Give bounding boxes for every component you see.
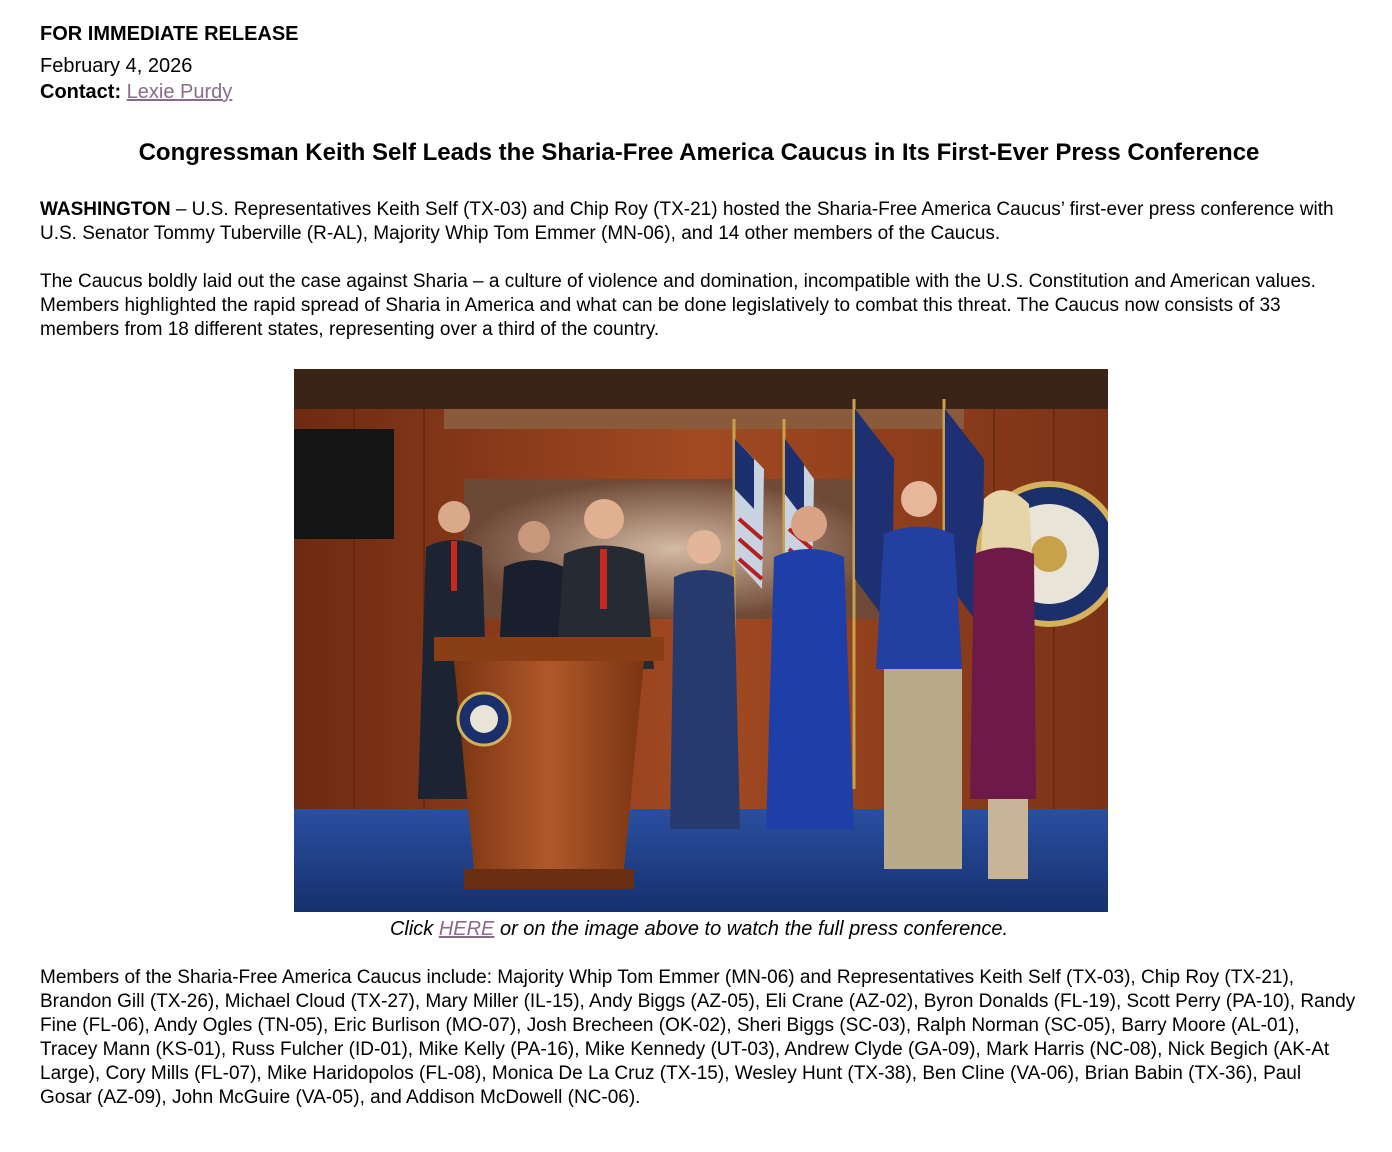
tv-monitor bbox=[294, 429, 394, 539]
members-paragraph: Members of the Sharia-Free America Caucus include: Majority Whip Tom Emmer (MN-06) and Representatives Keith Self (TX-03), Chip Roy (TX-21), Brandon Gill (TX-26), Michael Cloud (TX-27), Mary Miller (IL-15), Andy Biggs (AZ-05), Eli Crane (AZ-02), Byron Donalds (FL-19), Scott Perry (PA-10), Randy Fine (FL-06), Andy Ogles (TN-05), Eric Burlison (MO-07), Josh Brecheen (OK-02), Sheri Biggs (SC-03), Ralph Norman (SC-05), Barry Moore (AL-01), Tracey Mann (KS-01), Russ Fulcher (ID-01), Mike Kelly (PA-16), Mike Kennedy (UT-03), Andrew Clyde (GA-09), Mark Harris (NC-08), Nick Begich (AK-At Large), Cory Mills (FL-07), Mike Haridopolos (FL-08), Monica De La Cruz (TX-15), Wesley Hunt (TX-38), Ben Cline (VA-06), Brian Babin (TX-36), Paul Gosar (AZ-09), John McGuire (VA-05), and Addison McDowell (NC-06). bbox=[40, 967, 1356, 1108]
caption-text-after: or on the image above to watch the full press conference. bbox=[494, 918, 1009, 940]
page-title: Congressman Keith Self Leads the Sharia-Free America Caucus in Its First-Ever Press Conference bbox=[138, 139, 1260, 166]
contact-label: Contact: bbox=[40, 81, 122, 103]
caption-text-before: Click bbox=[389, 918, 439, 940]
release-label: FOR IMMEDIATE RELEASE bbox=[40, 23, 299, 45]
caucus-paragraph: The Caucus boldly laid out the case against Sharia – a culture of violence and domination, incompatible with the U.S. Constitution and American values. Members highlighted the rapid spread of Sharia in America and what can be done legislatively to combat this threat. The Caucus now consists of 33 members from 18 different states, representing over a third of the country. bbox=[40, 271, 1316, 340]
intro-paragraph bbox=[40, 198, 1358, 246]
release-date: February 4, 2026 bbox=[40, 55, 193, 77]
contact-line bbox=[40, 80, 1358, 104]
watch-here-link[interactable]: HERE bbox=[438, 918, 495, 940]
press-conference-photo[interactable] bbox=[294, 369, 1108, 912]
intro-text: – U.S. Representatives Keith Self (TX-03) and Chip Roy (TX-21) hosted the Sharia-Free America Caucus’ first-ever press conference with U.S. Senator Tommy Tuberville (R-AL), Majority Whip Tom Emmer (MN-06), and 14 other members of the Caucus. bbox=[40, 199, 1334, 244]
press-release bbox=[40, 20, 1358, 1110]
contact-name-link[interactable]: Lexie Purdy bbox=[126, 81, 233, 103]
photo-caption bbox=[40, 917, 1358, 941]
dateline: WASHINGTON bbox=[40, 199, 171, 220]
